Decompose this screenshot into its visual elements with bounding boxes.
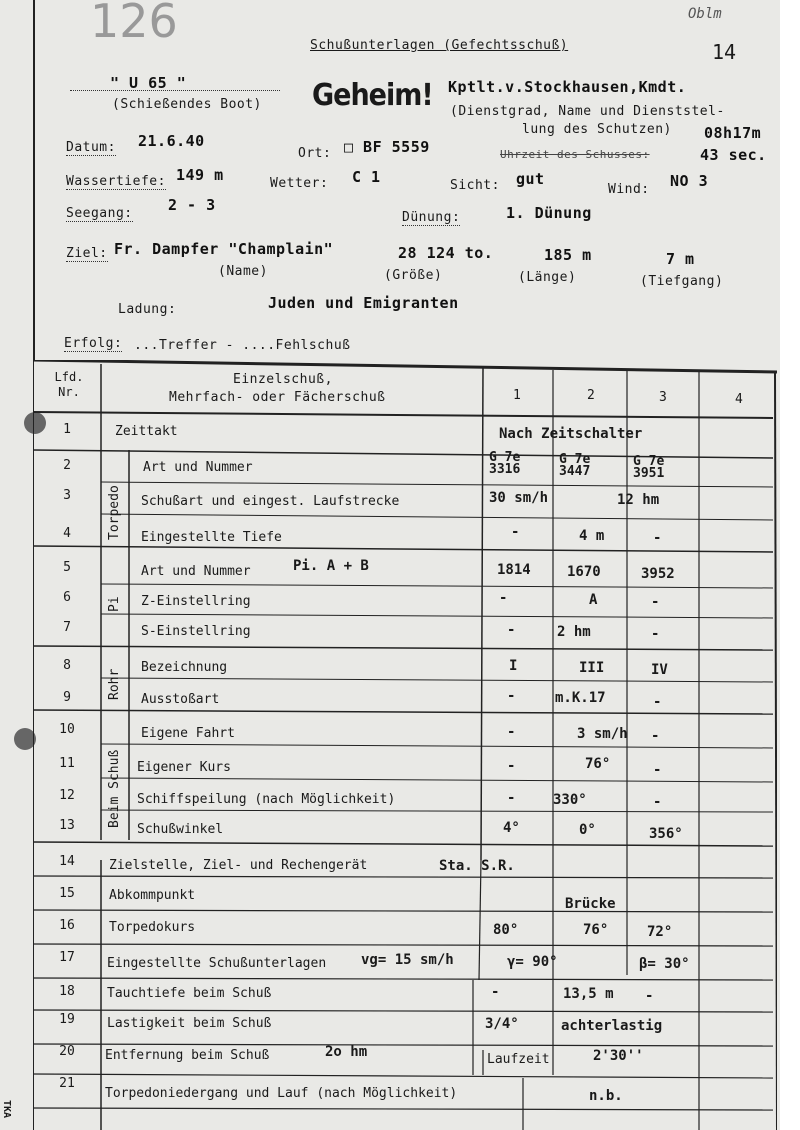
ziel-laenge: 185 m xyxy=(544,246,592,264)
row-value: A xyxy=(589,592,598,608)
row-number: 21 xyxy=(59,1076,75,1091)
erfolg-label: Erfolg: xyxy=(64,336,123,351)
row-value: 76° xyxy=(583,922,609,938)
row-number: 20 xyxy=(59,1044,75,1059)
header-col-2: 2 xyxy=(587,388,596,403)
header-col-3: 3 xyxy=(659,390,668,405)
ladung-label: Ladung: xyxy=(118,302,177,317)
row-value: - xyxy=(491,984,500,1000)
row-number: 17 xyxy=(59,950,75,965)
pi-type: Pi. A + B xyxy=(293,558,369,574)
row-number: 13 xyxy=(59,818,75,833)
row-value: 4 m xyxy=(579,528,605,544)
torpedo-1: G 7e 3316 xyxy=(489,450,521,477)
row-number: 3 xyxy=(63,488,71,503)
row-value: 80° xyxy=(493,922,519,938)
row-number: 2 xyxy=(63,458,71,473)
row-value: - xyxy=(653,530,662,546)
wind-label: Wind: xyxy=(608,182,650,197)
commander-caption-1: (Dienstgrad, Name und Dienststel- xyxy=(450,104,725,119)
row-number: 16 xyxy=(59,918,75,933)
duenung-value: 1. Dünung xyxy=(506,204,592,222)
row-number: 11 xyxy=(59,756,75,771)
row-value: - xyxy=(507,724,516,740)
aiming-device: Sta. S.R. xyxy=(439,858,515,874)
row-label: Abkommpunkt xyxy=(109,888,196,903)
row-number: 10 xyxy=(59,722,75,737)
row-value: - xyxy=(645,988,654,1004)
row-label: S-Einstellring xyxy=(141,624,251,639)
ladung-value: Juden und Emigranten xyxy=(268,294,459,312)
boat-underline xyxy=(70,90,280,91)
row-value: - xyxy=(651,594,660,610)
wassertiefe-label: Wassertiefe: xyxy=(66,174,166,189)
boat-caption: (Schießendes Boot) xyxy=(112,97,262,112)
uhrzeit-seconds: 43 sec. xyxy=(700,146,767,164)
row-value: 3952 xyxy=(641,566,675,582)
row-label: Bezeichnung xyxy=(141,660,228,675)
row-value: I xyxy=(509,658,518,674)
row-value: 76° xyxy=(585,756,611,772)
target-speed: vg= 15 sm/h xyxy=(361,952,454,968)
row-number: 4 xyxy=(63,526,71,541)
row-value: 3 sm/h xyxy=(577,726,628,742)
row-number: 15 xyxy=(59,886,75,901)
erfolg-value: ...Treffer - ....Fehlschuß xyxy=(134,338,351,353)
row-number: 8 xyxy=(63,658,71,673)
ort-label: Ort: xyxy=(298,146,332,161)
sicht-label: Sicht: xyxy=(450,178,500,193)
wind-value: NO 3 xyxy=(670,172,709,190)
datum-value: 21.6.40 xyxy=(138,132,205,150)
wetter-value: C 1 xyxy=(352,168,381,186)
row-value: - xyxy=(653,762,662,778)
row-number: 6 xyxy=(63,590,71,605)
row-number: 1 xyxy=(63,422,71,437)
row-number: 19 xyxy=(59,1012,75,1027)
row-label: Ausstoßart xyxy=(141,692,220,707)
laufzeit-label: Laufzeit xyxy=(487,1052,550,1067)
secret-stamp: Geheim! xyxy=(312,78,433,113)
row-value: - xyxy=(507,758,516,774)
row-value: m.K.17 xyxy=(555,690,606,706)
page-edge xyxy=(780,0,800,1130)
shot-data-table xyxy=(33,360,777,1130)
row-label: Zeittakt xyxy=(115,424,178,439)
row-value: - xyxy=(511,524,520,540)
commander-caption-2: lung des Schutzen) xyxy=(522,122,672,137)
row-label: Lastigkeit beim Schuß xyxy=(107,1016,272,1031)
row-label: Entfernung beim Schuß xyxy=(105,1048,270,1063)
row-value: 13,5 m xyxy=(563,986,614,1002)
caption-laenge: (Länge) xyxy=(518,270,577,285)
form-title: Schußunterlagen (Gefechtsschuß) xyxy=(310,38,569,53)
ziel-tiefgang: 7 m xyxy=(666,250,695,268)
group-rohr: Rohr xyxy=(107,668,122,700)
row-value: Nach Zeitschalter xyxy=(499,426,643,442)
row-label: Schußwinkel xyxy=(137,822,224,837)
row-value: - xyxy=(653,794,662,810)
row-number: 12 xyxy=(59,788,75,803)
wetter-label: Wetter: xyxy=(270,176,329,191)
caption-groesse: (Größe) xyxy=(384,268,443,283)
ort-value: □ BF 5559 xyxy=(344,138,430,156)
row-value: 30 sm/h xyxy=(489,490,549,506)
row-label: Eigener Kurs xyxy=(137,760,231,775)
row-value: - xyxy=(651,728,660,744)
margin-mark: TKA xyxy=(1,1100,12,1119)
sicht-value: gut xyxy=(516,170,545,188)
row-value: 330° xyxy=(553,792,587,808)
page-number: 14 xyxy=(712,40,737,64)
row-label: Art und Nummer xyxy=(143,460,253,475)
row-label: Eingestellte Schußunterlagen xyxy=(107,956,327,971)
row-label: Eingestellte Tiefe xyxy=(141,530,282,545)
row-number: 18 xyxy=(59,984,75,999)
ziel-groesse: 28 124 to. xyxy=(398,244,494,262)
row-label: Zielstelle, Ziel- und Rechengerät xyxy=(109,858,368,873)
row-label: Eigene Fahrt xyxy=(141,726,235,741)
row-value: 12 hm xyxy=(617,492,660,508)
row-number: 9 xyxy=(63,690,71,705)
header-col-4: 4 xyxy=(735,392,744,407)
header-lfd-nr: Lfd. Nr. xyxy=(54,370,84,399)
row-value: 4° xyxy=(503,820,520,836)
row-value: 0° xyxy=(579,822,596,838)
row-value: - xyxy=(653,694,662,710)
row-number: 7 xyxy=(63,620,71,635)
left-margin-line xyxy=(33,0,35,360)
row-value: IV xyxy=(651,662,668,678)
group-beim-schuss: Beim Schuß xyxy=(107,749,122,828)
commander-name: Kptlt.v.Stockhausen,Kmdt. xyxy=(448,78,687,96)
row-label: Z-Einstellring xyxy=(141,594,251,609)
seegang-label: Seegang: xyxy=(66,206,133,221)
row-number: 14 xyxy=(59,854,75,869)
row-value: Brücke xyxy=(565,896,616,912)
row-value: - xyxy=(507,622,516,638)
torpedo-3: G 7e 3951 xyxy=(633,454,665,481)
group-torpedo: Torpedo xyxy=(107,485,122,540)
angle-beta: β= 30° xyxy=(639,956,690,972)
row-value: III xyxy=(579,660,605,676)
archive-stamp-number: 126 xyxy=(90,0,178,48)
corner-mark: Oblm xyxy=(688,6,722,22)
angle-gamma: γ= 90° xyxy=(507,954,558,970)
row-value: 72° xyxy=(647,924,673,940)
header-desc-2: Mehrfach- oder Fächerschuß xyxy=(169,390,386,405)
duenung-label: Dünung: xyxy=(402,210,461,225)
ziel-name: Fr. Dampfer "Champlain" xyxy=(114,240,334,258)
firing-range: 2o hm xyxy=(325,1044,368,1060)
torpedo-2: G 7e 3447 xyxy=(559,452,591,479)
row-value: 2 hm xyxy=(557,624,591,640)
row-value: - xyxy=(507,688,516,704)
row-value: 3/4° xyxy=(485,1016,519,1032)
uhrzeit-label: Uhrzeit des Schusses: xyxy=(500,148,650,161)
row-label: Tauchtiefe beim Schuß xyxy=(107,986,272,1001)
row-value: - xyxy=(651,626,660,642)
row-value: 1670 xyxy=(567,564,601,580)
boat-name: " U 65 " xyxy=(110,74,187,92)
row-value: - xyxy=(507,790,516,806)
header-desc-1: Einzelschuß, xyxy=(233,372,333,387)
laufzeit-value: 2'30'' xyxy=(593,1048,644,1064)
datum-label: Datum: xyxy=(66,140,116,155)
row-label: Art und Nummer xyxy=(141,564,251,579)
seegang-value: 2 - 3 xyxy=(168,196,216,214)
row-value: n.b. xyxy=(589,1088,623,1104)
row-label: Schußart und eingest. Laufstrecke xyxy=(141,494,400,509)
caption-tiefgang: (Tiefgang) xyxy=(640,274,724,289)
row-value: 356° xyxy=(649,826,683,842)
row-label: Torpedokurs xyxy=(109,920,196,935)
row-label: Torpedoniedergang und Lauf (nach Möglichkeit) xyxy=(105,1086,458,1101)
caption-name: (Name) xyxy=(218,264,268,279)
row-value: 1814 xyxy=(497,562,531,578)
uhrzeit-value: 08h17m xyxy=(704,124,762,142)
header-col-1: 1 xyxy=(513,388,522,403)
row-label: Schiffspeilung (nach Möglichkeit) xyxy=(137,792,396,807)
group-pi: Pi xyxy=(107,596,122,612)
ziel-label: Ziel: xyxy=(66,246,108,261)
row-number: 5 xyxy=(63,560,71,575)
row-value: - xyxy=(499,590,508,606)
wassertiefe-value: 149 m xyxy=(176,166,224,184)
row-value: achterlastig xyxy=(561,1018,663,1034)
